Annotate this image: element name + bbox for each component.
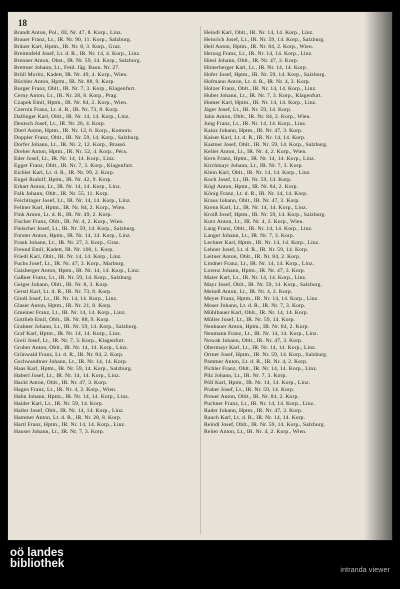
directory-entry: Haberl Josef, Lt., IR. Nr. 14, 14. Korp., Linz.	[14, 373, 121, 379]
directory-entry: Gruber Anton, Oblt., IR. Nr. 14, 14. Korp., Linz.	[14, 345, 129, 351]
directory-entry: Glaser Anton, Hptm., IR. Nr. 21, 8. Korp.	[14, 303, 112, 309]
directory-entry: Brettner Johann, Lt., Feld. Jäg. Baon. Nr. 27.	[14, 65, 120, 71]
directory-entry: Meyer Franz, Hptm., IR. Nr. 14, 14. Korp., Linz.	[204, 296, 319, 302]
directory-entry: Rader Johann, Hptm., IR. Nr. 47, 3. Korp.	[204, 408, 303, 414]
directory-entry: Mayr Josef, Oblt., IR. Nr. 59, 14. Korp., Salzburg.	[204, 282, 323, 288]
directory-entry: Reiter Anton, Lt., IR. Nr. 4, 2. Korp., Wien.	[204, 429, 307, 435]
directory-entry: Cerny Anton, Lt., IR. Nr. 28, 8. Korp., Prag.	[14, 93, 118, 99]
directory-entry: Langer Johann, Lt., IR. Nr. 7, 3. Korp.	[204, 233, 295, 239]
directory-entry: Gerstl Karl, Lt. d. R., IR. Nr. 73, 8. Korp.	[14, 289, 112, 295]
directory-entry: Müller Josef, Lt., IR. Nr. 59, 14. Korp.	[204, 317, 296, 323]
directory-entry: Koch Josef, Lt., IR. Nr. 59, 14. Korp.	[204, 177, 292, 183]
directory-entry: Heindl Karl, Oblt., IR. Nr. 14, 14. Korp., Linz.	[204, 30, 314, 36]
directory-entry: Nowak Johann, Oblt., IR. Nr. 47, 3. Korp.	[204, 338, 303, 344]
directory-entry: Lechner Karl, Hptm., IR. Nr. 14, 14. Korp., Linz.	[204, 240, 320, 246]
directory-entry: Gottlieb Emil, Oblt., IR. Nr. 88, 9. Korp.	[14, 317, 110, 323]
directory-entry: Czernin Franz, Lt. d. R., IR. Nr. 73, 8. Korp.	[14, 107, 119, 113]
directory-entry: Haas Karl, Hptm., IR. Nr. 59, 14. Korp., Salzburg.	[14, 366, 133, 372]
directory-entry: Gaßner Franz, Lt., IR. Nr. 59, 14. Korp., Salzburg.	[14, 275, 133, 281]
directory-entry: Obermayr Karl, Lt., IR. Nr. 14, 14. Korp., Linz.	[204, 345, 317, 351]
directory-entry: Freund Emil, Kadett, IR. Nr. 100, 1. Korp.	[14, 247, 114, 253]
logo-line-1: oö landes	[10, 547, 64, 559]
directory-entry: Hofmann Anton, Lt. d. R., IR. Nr. 4, 2. Korp.	[204, 79, 311, 85]
directory-entry: Dierl Anton, Hptm., IR. Nr. 12, 6. Korp., Komorn.	[14, 128, 133, 134]
directory-entry: Geiger Johann, Oblt., IR. Nr. 8, 3. Korp.	[14, 282, 109, 288]
directory-entry: Gschwandtner Johann, Lt., IR. Nr. 14, 14. Korp.	[14, 359, 128, 365]
directory-entry: Forster Anton, Hptm., IR. Nr. 14, 14. Korp., Linz.	[14, 233, 132, 239]
directory-entry: Falk Johann, Oblt., IR. Nr. 55, 11. Korp.	[14, 191, 109, 197]
directory-entry: Fleischer Josef, Lt., IR. Nr. 59, 14. Korp., Salzburg.	[14, 226, 136, 232]
directory-entry: Grünwald Franz, Lt. d. R., IR. Nr. 84, 2. Korp.	[14, 352, 124, 358]
scanned-page	[8, 12, 392, 540]
directory-entry: Hinterberger Karl, Lt., IR. Nr. 14, 14. Korp.	[204, 65, 308, 71]
directory-entry: Doppler Franz, Oblt., IR. Nr. 59, 14. Korp., Salzburg.	[14, 135, 140, 141]
directory-entry: Herzog Franz, Lt., IR. Nr. 14, 14. Korp., Linz.	[204, 51, 313, 57]
directory-entry: Feichtinger Josef, Lt., IR. Nr. 14, 14. Korp., Linz.	[14, 198, 132, 204]
directory-entry: Kraus Johann, Oblt., IR. Nr. 47, 3. Korp.	[204, 198, 300, 204]
directory-entry: Engel Rudolf, Hptm., IR. Nr. 42, 9. Korp.	[14, 177, 112, 183]
directory-entry: Fink Anton, Lt. d. R., IR. Nr. 49, 2. Korp.	[14, 212, 112, 218]
directory-entry: Hahn Johann, Hptm., IR. Nr. 14, 14. Korp., Linz.	[14, 394, 130, 400]
directory-entry: Jäger Josef, Lt., IR. Nr. 59, 14. Korp.	[204, 107, 292, 113]
directory-entry: Jung Franz, Lt., IR. Nr. 14, 14. Korp., Linz.	[204, 121, 307, 127]
directory-entry: Dreher Anton, Hptm., IR. Nr. 52, 4. Korp., Pécs.	[14, 149, 128, 155]
directory-entry: Puchner Franz, Lt., IR. Nr. 14, 14. Korp., Linz.	[204, 401, 315, 407]
directory-entry: Bräuer Karl, Hptm., IR. Nr. 8, 3. Korp., Graz.	[14, 44, 122, 50]
directory-entry: Brauer Franz, Lt., IR. Nr. 90, 11. Korp., Salzburg.	[14, 37, 132, 43]
directory-entry: Neumann Franz, Lt., IR. Nr. 14, 14. Korp., Linz.	[204, 331, 319, 337]
viewer-label[interactable]: intranda viewer	[340, 567, 390, 574]
directory-entry: Klein Karl, Oblt., IR. Nr. 14, 14. Korp., Linz.	[204, 170, 311, 176]
directory-entry: Brenner Anton, Obst., IR. Nr. 59, 14. Korp., Salzburg.	[14, 58, 142, 64]
directory-entry: Greil Josef, Lt., IR. Nr. 7, 3. Korp., Klagenfurt.	[14, 338, 126, 344]
directory-entry: Lang Franz, Oblt., IR. Nr. 14, 14. Korp., Linz.	[204, 226, 313, 232]
directory-entry: Haider Karl, Lt., IR. Nr. 59, 14. Korp.	[14, 401, 104, 407]
directory-entry: Haller Josef, Oblt., IR. Nr. 14, 14. Korp., Linz.	[14, 408, 125, 414]
directory-entry: Holzer Franz, Oblt., IR. Nr. 14, 14. Korp., Linz.	[204, 86, 317, 92]
logo-line-2: bibliothek	[10, 558, 65, 570]
directory-entry: Moser Johann, Lt. d. R., IR. Nr. 7, 3. Korp.	[204, 303, 306, 309]
directory-entry: Grabner Johann, Lt., IR. Nr. 59, 14. Korp., Salzburg.	[14, 324, 138, 330]
directory-entry: Pöll Karl, Hptm., IR. Nr. 14, 14. Korp., Linz.	[204, 380, 311, 386]
directory-entry: König Franz, Lt. d. R., IR. Nr. 14, 14. Korp.	[204, 191, 308, 197]
directory-entry: Büchler Anton, Hptm., IR. Nr. 88, 9. Korp.	[14, 79, 115, 85]
directory-entry: Brandt Anton, Pol., III, Nr. 47, 8. Korp., Linz.	[14, 30, 123, 36]
directory-entry: Erhart Anton, Lt., IR. Nr. 14, 14. Korp., Linz.	[14, 184, 122, 190]
directory-entry: Preuer Anton, Oblt., IR. Nr. 84, 2. Korp.	[204, 394, 299, 400]
directory-entry: Pilz Johann, Lt., IR. Nr. 7, 3. Korp.	[204, 373, 287, 379]
directory-entry: Humer Karl, Hptm., IR. Nr. 14, 14. Korp., Linz.	[204, 100, 317, 106]
directory-entry: Praher Josef, Lt., IR. Nr. 59, 14. Korp.	[204, 387, 295, 393]
directory-entry: Kurz Anton, Lt., IR. Nr. 4, 2. Korp., Wien.	[204, 219, 304, 225]
directory-entry: Neubauer Anton, Hptm., IR. Nr. 84, 2. Korp.	[204, 324, 310, 330]
directory-entry: Hiesl Johann, Oblt., IR. Nr. 47, 3. Korp.	[204, 58, 299, 64]
right-column	[204, 30, 392, 436]
directory-entry: Dorfer Johann, Lt., IR. Nr. 2, 12. Korp., Brassó.	[14, 142, 127, 148]
directory-entry: Krenn Karl, Lt., IR. Nr. 14, 14. Korp., Linz.	[204, 205, 308, 211]
directory-entry: Heinrich Josef, Lt., IR. Nr. 59, 14. Korp., Salzburg.	[204, 37, 325, 43]
directory-entry: Kaiser Karl, Lt. d. R., IR. Nr. 14, 14. Korp.	[204, 135, 306, 141]
directory-entry: Brüll Moritz, Kadett, IR. Nr. 49, 4. Korp., Wien.	[14, 72, 128, 78]
directory-entry: Pichler Franz, Oblt., IR. Nr. 14, 14. Korp., Linz.	[204, 366, 318, 372]
directory-entry: Fellner Karl, Hptm., IR. Nr. 84, 2. Korp., Wien.	[14, 205, 126, 211]
directory-entry: Hagen Franz, Lt., IR. Nr. 4, 2. Korp., Wien.	[14, 387, 117, 393]
directory-entry: Meindl Anton, Lt., IR. Nr. 4, 2. Korp.	[204, 289, 293, 295]
landesbibliothek-logo[interactable]	[10, 548, 64, 570]
directory-entry: Kroiß Josef, Hptm., IR. Nr. 59, 14. Korp., Salzburg.	[204, 212, 326, 218]
directory-entry: Burger Franz, Oblt., IR. Nr. 7, 3. Korp., Klagenfurt.	[14, 86, 136, 92]
directory-entry: Graf Karl, Hptm., IR. Nr. 14, 14. Korp., Linz.	[14, 331, 122, 337]
directory-entry: Rauch Karl, Lt. d. R., IR. Nr. 14, 14. Korp.	[204, 415, 306, 421]
directory-entry: Hartl Franz, Hptm., IR. Nr. 14, 14. Korp., Linz.	[14, 422, 126, 428]
page-number: 18	[18, 18, 27, 28]
directory-entry: Pammer Anton, Lt. d. R., IR. Nr. 4, 2. Korp.	[204, 359, 308, 365]
directory-entry: Czapek Emil, Hptm., IR. Nr. 84, 2. Korp., Wien.	[14, 100, 128, 106]
directory-entry: Ortner Josef, Hptm., IR. Nr. 59, 14. Korp., Salzburg.	[204, 352, 328, 358]
directory-entry: Fuchs Josef, Lt., IR. Nr. 47, 3. Korp., Marburg.	[14, 261, 125, 267]
directory-entry: Kögl Anton, Hptm., IR. Nr. 84, 2. Korp.	[204, 184, 299, 190]
directory-entry: Lehner Josef, Lt. d. R., IR. Nr. 59, 14. Korp.	[204, 247, 309, 253]
directory-entry: Kern Franz, Hptm., IR. Nr. 14, 14. Korp., Linz.	[204, 156, 316, 162]
directory-entry: Gmeiner Franz, Lt., IR. Nr. 14, 14. Korp., Linz.	[14, 310, 126, 316]
directory-entry: Frank Johann, Lt., IR. Nr. 27, 3. Korp., Graz.	[14, 240, 121, 246]
directory-entry: Kastner Josef, Oblt., IR. Nr. 59, 14. Korp., Salzburg.	[204, 142, 328, 148]
directory-entry: Hauser Johann, Lt., IR. Nr. 7, 3. Korp.	[14, 429, 105, 435]
directory-entry: Lorenz Johann, Hptm., IR. Nr. 47, 3. Korp.	[204, 268, 306, 274]
directory-entry: Eichler Karl, Lt. d. R., IR. Nr. 99, 2. Korp.	[14, 170, 115, 176]
directory-entry: Hofer Josef, Hptm., IR. Nr. 59, 14. Korp., Salzburg.	[204, 72, 326, 78]
directory-entry: Leitner Anton, Oblt., IR. Nr. 84, 2. Korp.	[204, 254, 301, 260]
directory-entry: Hackl Anton, Oblt., IR. Nr. 47, 3. Korp.	[14, 380, 108, 386]
directory-entry: Gaisberger Anton, Hptm., IR. Nr. 14, 14. Korp., Linz.	[14, 268, 141, 274]
directory-entry: Kirchmayr Johann, Lt., IR. Nr. 7, 3. Korp.	[204, 163, 304, 169]
directory-entry: Maier Karl, Lt., IR. Nr. 14, 14. Korp., Linz.	[204, 275, 307, 281]
directory-entry: Hell Anton, Hptm., IR. Nr. 84, 2. Korp., Wien.	[204, 44, 314, 50]
directory-entry: Friedl Karl, Oblt., IR. Nr. 14, 14. Korp., Linz.	[14, 254, 122, 260]
directory-entry: Gindl Josef, Lt., IR. Nr. 14, 14. Korp., Linz.	[14, 296, 118, 302]
directory-entry: Lindner Franz, Lt., IR. Nr. 14, 14. Korp., Linz.	[204, 261, 315, 267]
left-column	[14, 30, 204, 436]
directory-entry: Kainz Johann, Hptm., IR. Nr. 47, 3. Korp.	[204, 128, 303, 134]
directory-entry: Fischer Franz, Oblt., IR. Nr. 4, 2. Korp., Wien.	[14, 219, 124, 225]
directory-entry: Keller Anton, Lt., IR. Nr. 4, 2. Korp., Wien.	[204, 149, 307, 155]
directory-entry: Reindl Josef, Oblt., IR. Nr. 59, 14. Korp., Salzburg.	[204, 422, 326, 428]
directory-entry: Hammer Anton, Lt. d. R., IR. Nr. 28, 8. Korp.	[14, 415, 122, 421]
directory-entry: Breitenfeld Josef, Lt. d. R., IR. Nr. 14, 4. Korp., Linz.	[14, 51, 141, 57]
directory-entry: Eder Josef, Lt., IR. Nr. 14, 14. Korp., Linz.	[14, 156, 116, 162]
directory-entry: Mühlbauer Karl, Oblt., IR. Nr. 14, 14. Korp.	[204, 310, 309, 316]
directory-entry: Huber Johann, Lt., IR. Nr. 7, 3. Korp., Klagenfurt.	[204, 93, 323, 99]
directory-entry: Jahn Anton, Oblt., IR. Nr. 84, 2. Korp., Wien.	[204, 114, 312, 120]
directory-entry: Egger Franz, Oblt., IR. Nr. 7, 3. Korp., Klagenfurt.	[14, 163, 134, 169]
directory-entry: Deutsch Josef, Lt., IR. Nr. 26, 4. Korp.	[14, 121, 106, 127]
directory-entry: Dallinger Karl, Oblt., IR. Nr. 14, 14. Korp., Linz.	[14, 114, 131, 120]
